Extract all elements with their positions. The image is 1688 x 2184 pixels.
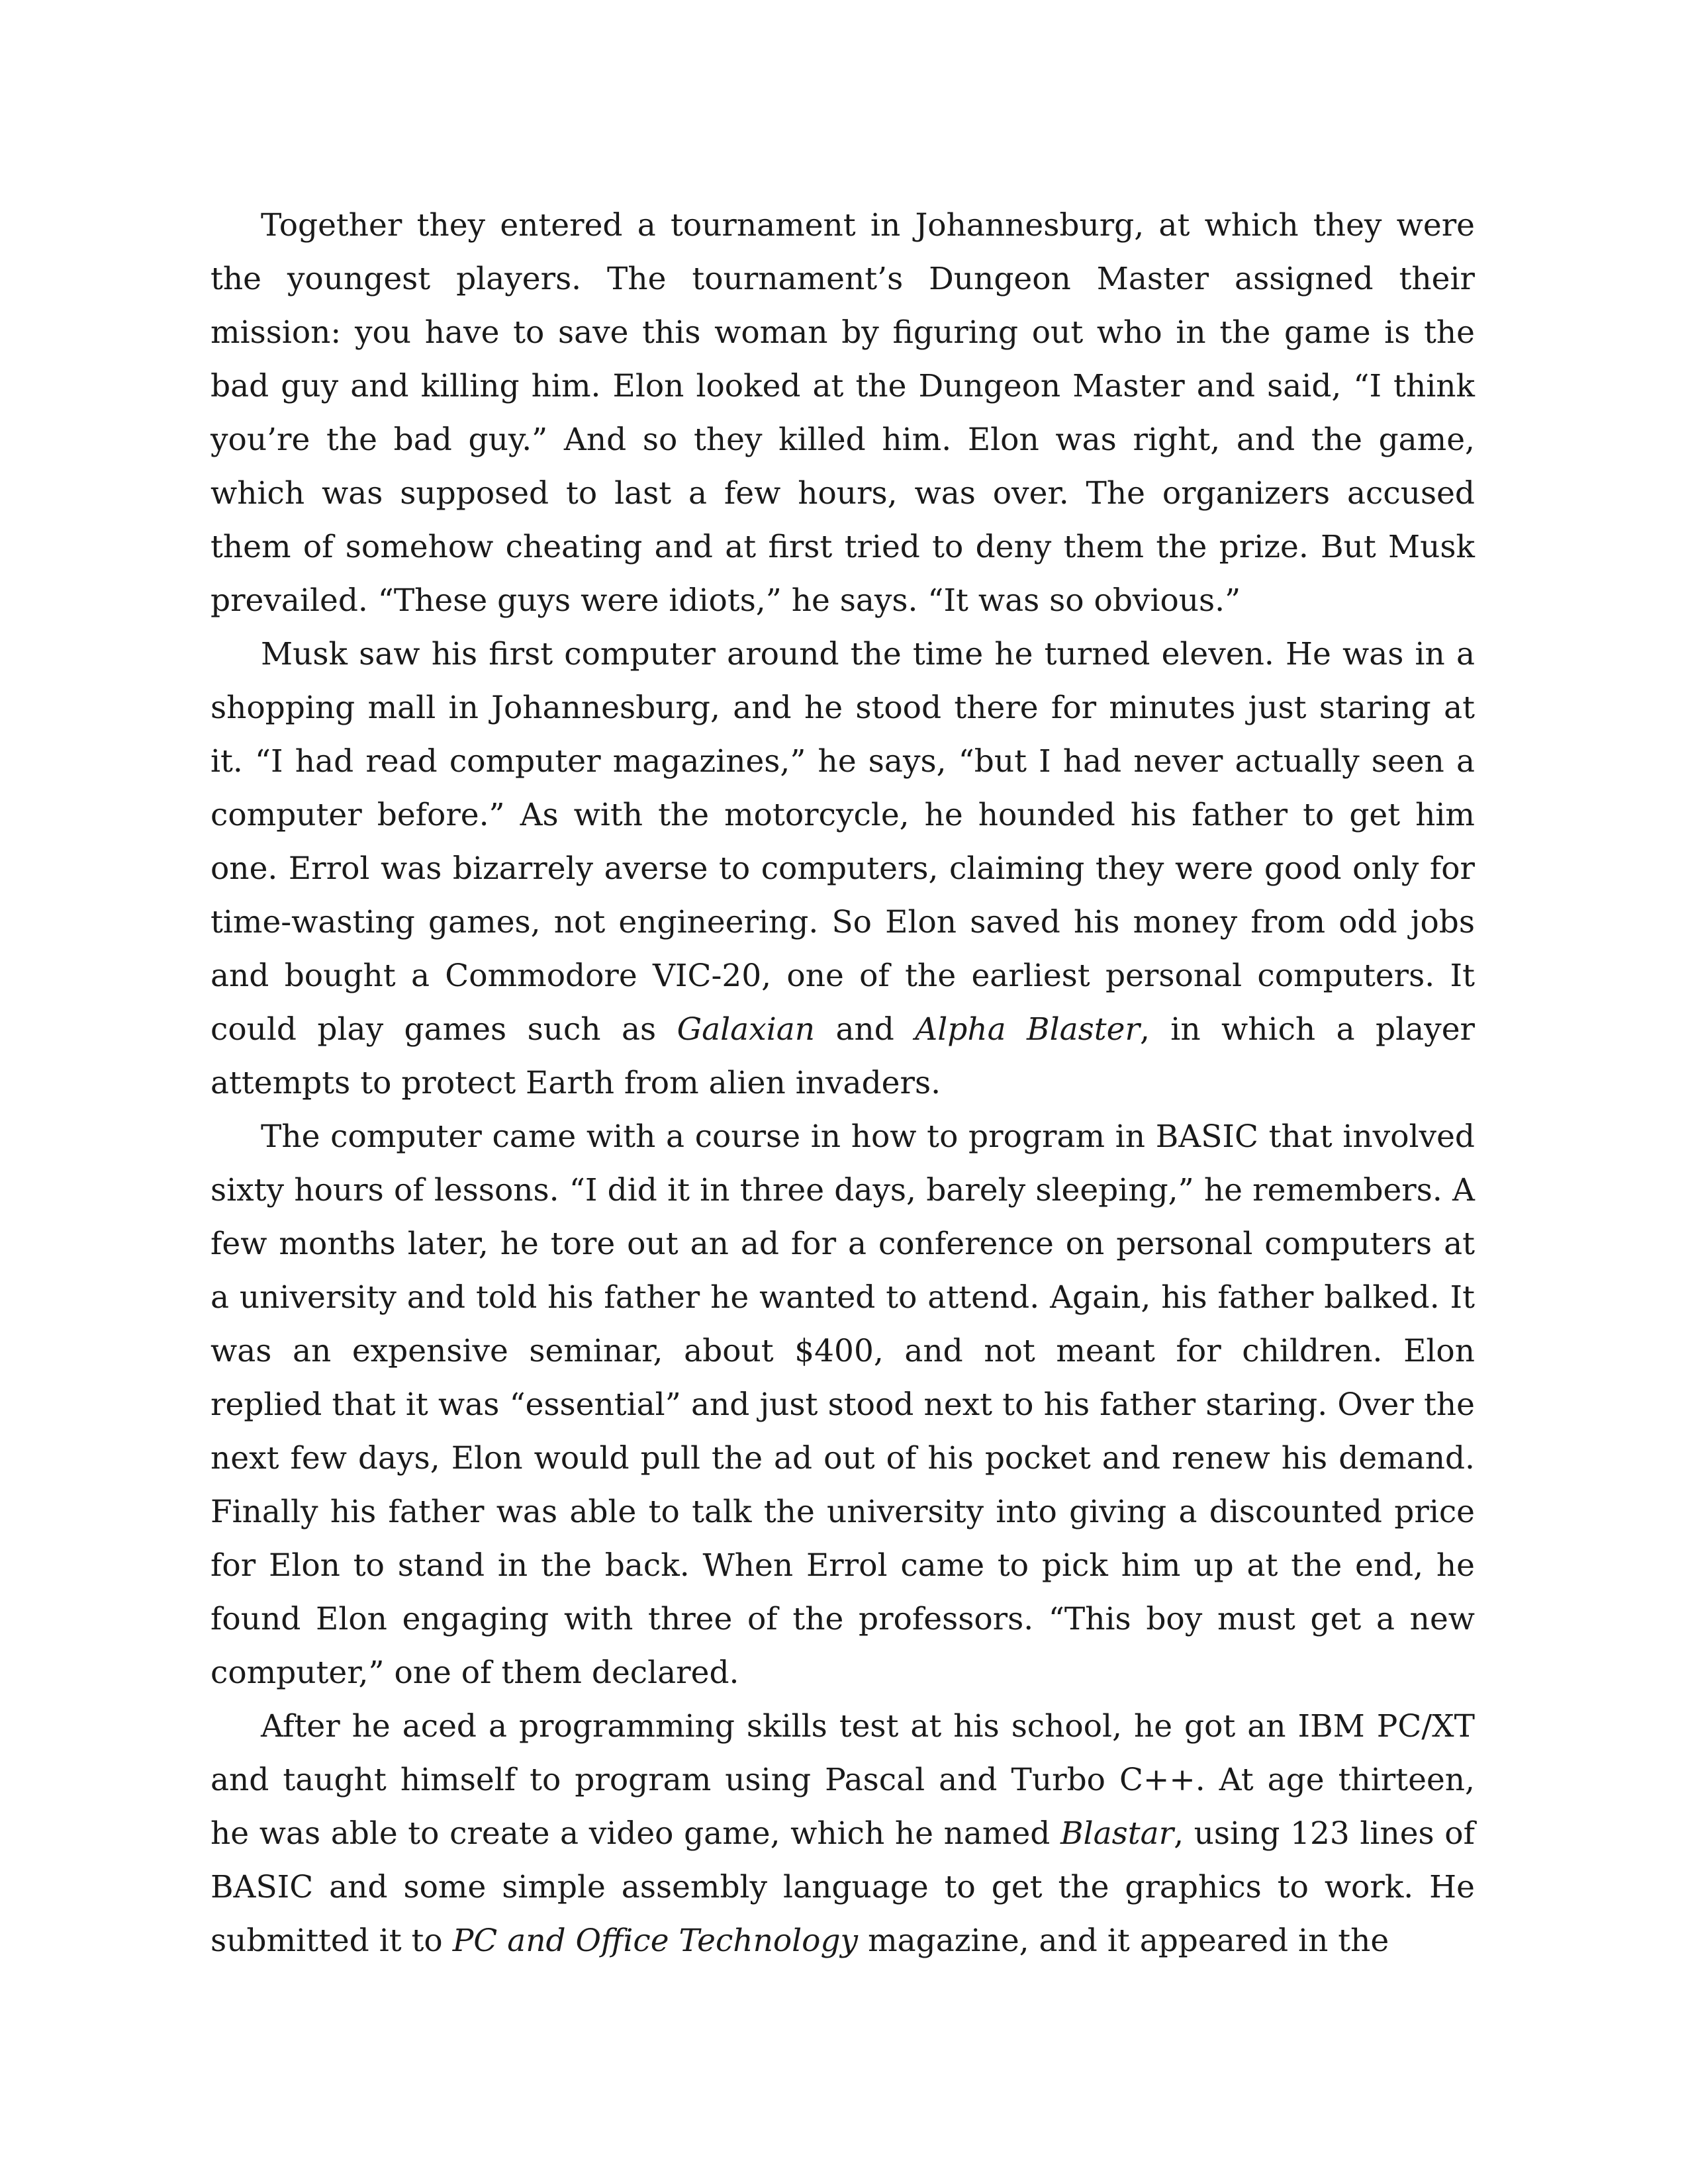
paragraph-text: , using 123 lines of BASIC and some simple assembly language to get the graphics to work. He submitted it to [211,1815,1475,1959]
body-text [211,199,1475,1968]
paragraph-blastar [211,1700,1475,1968]
game-title-alpha-blaster: Alpha Blaster [915,1011,1140,1048]
paragraph-tournament [211,199,1475,627]
paragraph-text: The computer came with a course in how to program in BASIC that involved sixty hours of lessons. “I did it in three days, barely sleeping,” he remembers. A few months later, he tore out an ad for a conference on personal computers at a university and told his father he wanted to attend. Again, his father balked. It was an expensive seminar, about $400, and not meant for children. Elon replied that it was “essential” and just stood next to his father staring. Over the next few days, Elon would pull the ad out of his pocket and renew his demand. Finally his father was able to talk the university into giving a discounted price for Elon to stand in the back. When Errol came to pick him up at the end, he found Elon engaging with three of the professors. “This boy must get a new computer,” one of them declared. [211,1118,1475,1691]
paragraph-text: and [815,1011,915,1048]
paragraph-text: magazine, and it appeared in the [858,1923,1389,1959]
paragraph-first-computer [211,627,1475,1110]
paragraph-text: Together they entered a tournament in Johannesburg, at which they were the youngest players. The tournament’s Dungeon Master assigned their mission: you have to save this woman by figuring out who in the game is the bad guy and killing him. Elon looked at the Dungeon Master and said, “I think you’re the bad guy.” And so they killed him. Elon was right, and the game, which was supposed to last a few hours, was over. The organizers accused them of somehow cheating and at first tried to deny them the prize. But Musk prevailed. “These guys were idiots,” he says. “It was so obvious.” [211,207,1475,619]
paragraph-text: , in which a player attempts to protect Earth from alien invaders. [211,1011,1476,1101]
paragraph-basic-course [211,1110,1475,1700]
paragraph-text: After he aced a programming skills test at his school, he got an IBM PC/XT and taught himself to program using Pascal and Turbo C++. At age thirteen, he was able to create a video game, which he named [211,1708,1475,1852]
game-title-blastar: Blastar [1060,1815,1174,1852]
magazine-title: PC and Office Technology [452,1923,859,1959]
paragraph-text: Musk saw his first computer around the time he turned eleven. He was in a shopping mall in Johannesburg, and he stood there for minutes just staring at it. “I had read computer magazines,” he says, “but I had never actually seen a computer before.” As with the motorcycle, he hounded his father to get him one. Errol was bizarrely averse to computers, claiming they were good only for time-wasting games, not engineering. So Elon saved his money from odd jobs and bought a Commodore VIC-20, one of the earliest personal computers. It could play games such as [211,636,1475,1048]
game-title-galaxian: Galaxian [677,1011,816,1048]
